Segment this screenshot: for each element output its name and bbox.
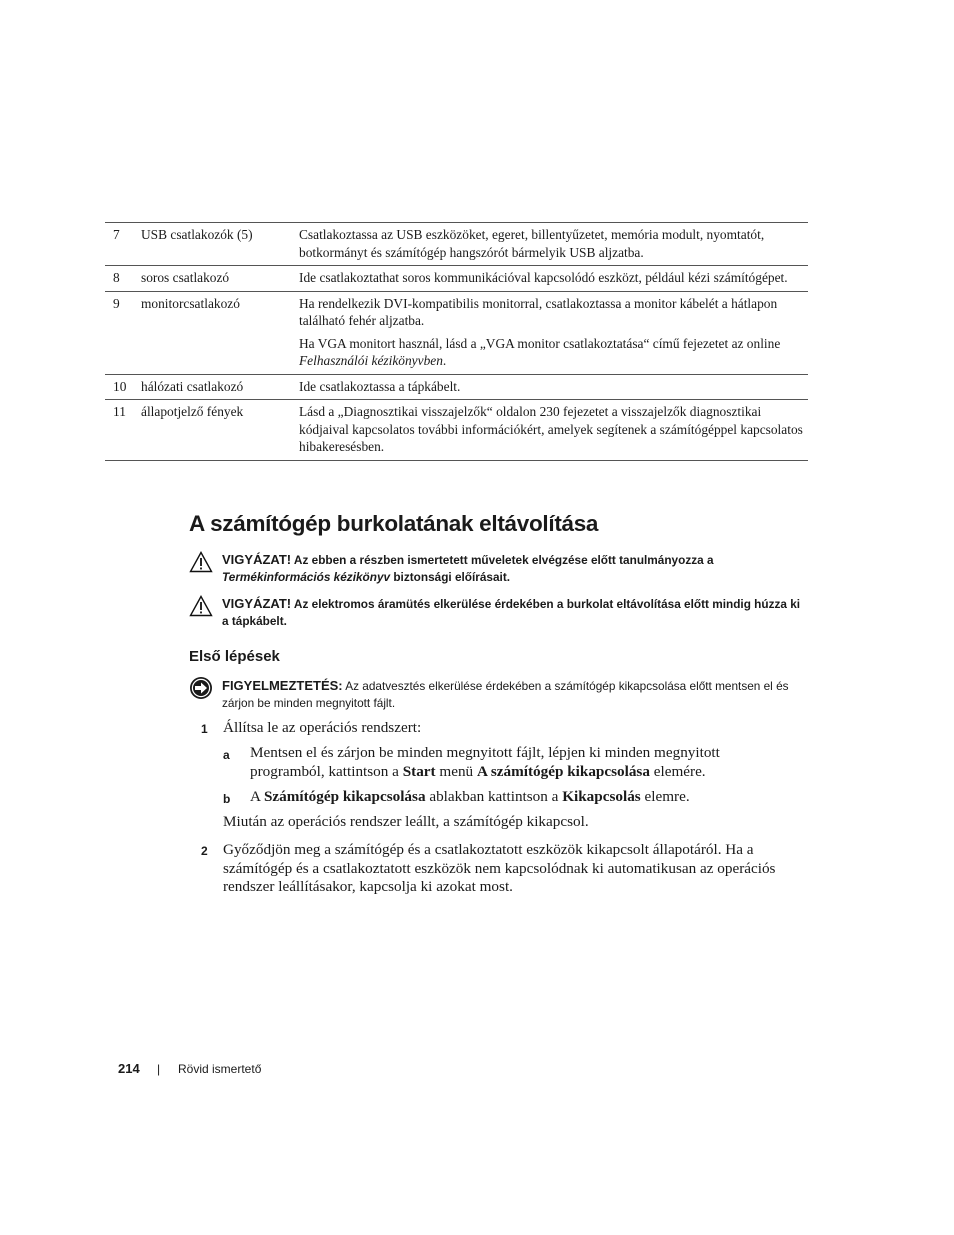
section-title: A számítógép burkolatának eltávolítása (189, 511, 599, 536)
connector-name: monitorcsatlakozó (141, 295, 240, 311)
substep-text-part: A (250, 788, 264, 805)
description-text: Lásd a „Diagnosztikai visszajelzők“ oldalon 230 fejezetet a visszajelzők diagnosztikai kódjaival kapcsolatos további információkért, amelyek segítenek a számítógéppel kapcsolatos hibakeresésben. (299, 404, 803, 454)
substep-label: a (223, 748, 230, 762)
page-number: 214 (118, 1061, 140, 1076)
row-number: 9 (113, 295, 120, 311)
substep-text-part: ablakban kattintson a (425, 788, 563, 805)
connector-description (299, 374, 808, 400)
notice-box (189, 677, 809, 712)
table-row (105, 400, 808, 461)
connector-table (105, 222, 808, 461)
connector-description (299, 266, 808, 292)
row-number: 10 (113, 378, 127, 394)
manual-title: Termékinformációs kézikönyv (222, 570, 391, 584)
caution-text: Az elektromos áramütés elkerülése érdekében a burkolat eltávolítása előtt mindig húzza ki a tápkábelt. (222, 597, 801, 628)
substep-text-part: elemre. (640, 788, 690, 805)
description-text: Ide csatlakoztassa a tápkábelt. (299, 378, 461, 394)
description-text: Ha rendelkezik DVI-kompatibilis monitorral, csatlakoztassa a monitor kábelét a hátlapon található fehér aljzatba. (299, 295, 778, 328)
connector-description (299, 400, 808, 461)
ui-term: Kikapcsolás (562, 788, 641, 805)
table-row (105, 223, 808, 266)
manual-title: Felhasználói kézikönyvben (299, 353, 443, 368)
substep-label: b (223, 792, 231, 806)
table-row (105, 291, 808, 374)
row-number: 7 (113, 227, 120, 242)
row-number: 11 (113, 404, 126, 419)
connector-description (299, 223, 808, 266)
step-number: 1 (201, 722, 208, 736)
footer-separator: | (157, 1062, 161, 1076)
caution-label: VIGYÁZAT! (222, 596, 292, 611)
connector-name: USB csatlakozók (5) (141, 227, 253, 242)
notice-arrow-icon (189, 676, 213, 700)
step-text: Állítsa le az operációs rendszert: (223, 719, 422, 736)
caution-text: biztonsági előírásait. (390, 570, 511, 584)
ui-term: Start (402, 762, 436, 780)
substep-text-part: elemére. (649, 762, 706, 780)
connector-description (299, 291, 808, 374)
connector-name: soros csatlakozó (141, 270, 230, 285)
caution-label: VIGYÁZAT! (222, 552, 292, 567)
ui-term: A számítógép kikapcsolása (476, 762, 650, 780)
description-text: Csatlakoztassa az USB eszközöket, egeret, billentyűzetet, memória modult, nyomtatót, botkormányt és számítógép hangszórót bármelyik USB aljzatba. (299, 227, 765, 260)
notice-text: Az adatvesztés elkerülése érdekében a számítógép kikapcsolása előtt mentsen el és zárjon be minden megnyitott fájlt. (222, 679, 789, 710)
warning-triangle-icon (189, 595, 213, 617)
caution-notice (189, 551, 809, 586)
table-row (105, 266, 808, 292)
substep-text-part: Mentsen el és zárjon be minden megnyitott fájlt, lépjen ki minden megnyitott programból, kattintson a (250, 744, 720, 780)
row-number: 8 (113, 270, 120, 285)
step-followup-text: Miután az operációs rendszer leállt, a számítógép kikapcsol. (223, 813, 589, 830)
caution-text: Az ebben a részben ismertetett műveletek elvégzése előtt tanulmányozza a (291, 553, 714, 567)
table-row (105, 374, 808, 400)
warning-triangle-icon (189, 551, 213, 573)
step-number: 2 (201, 844, 208, 858)
caution-notice (189, 595, 809, 630)
connector-name: hálózati csatlakozó (141, 378, 244, 394)
substep-text-part: menü (435, 762, 477, 780)
footer-title: Rövid ismertető (178, 1062, 262, 1076)
description-text-part: . (442, 353, 447, 368)
connector-name: állapotjelző fények (141, 404, 244, 419)
substep-text (250, 788, 810, 807)
description-text (299, 335, 804, 370)
notice-label: FIGYELMEZTETÉS: (222, 678, 343, 693)
description-text-part: Ha VGA monitort használ, lásd a „VGA monitor csatlakoztatása“ című fejezetet az online (299, 335, 781, 351)
substep-text (250, 744, 750, 781)
description-text: Ide csatlakoztathat soros kommunikációval kapcsolódó eszközt, például kézi számítógépet. (299, 270, 788, 285)
step-text: Győződjön meg a számítógép és a csatlakoztatott eszközök kikapcsolt állapotáról. Ha a számítógép és a csatlakoztatott eszközök nem kapcsolódnak ki automatikusan az operációs rendszer leállításakor, kapcsolja ki azokat most. (223, 841, 776, 895)
ui-term: Számítógép kikapcsolása (263, 788, 426, 805)
subsection-title: Első lépések (189, 648, 280, 665)
